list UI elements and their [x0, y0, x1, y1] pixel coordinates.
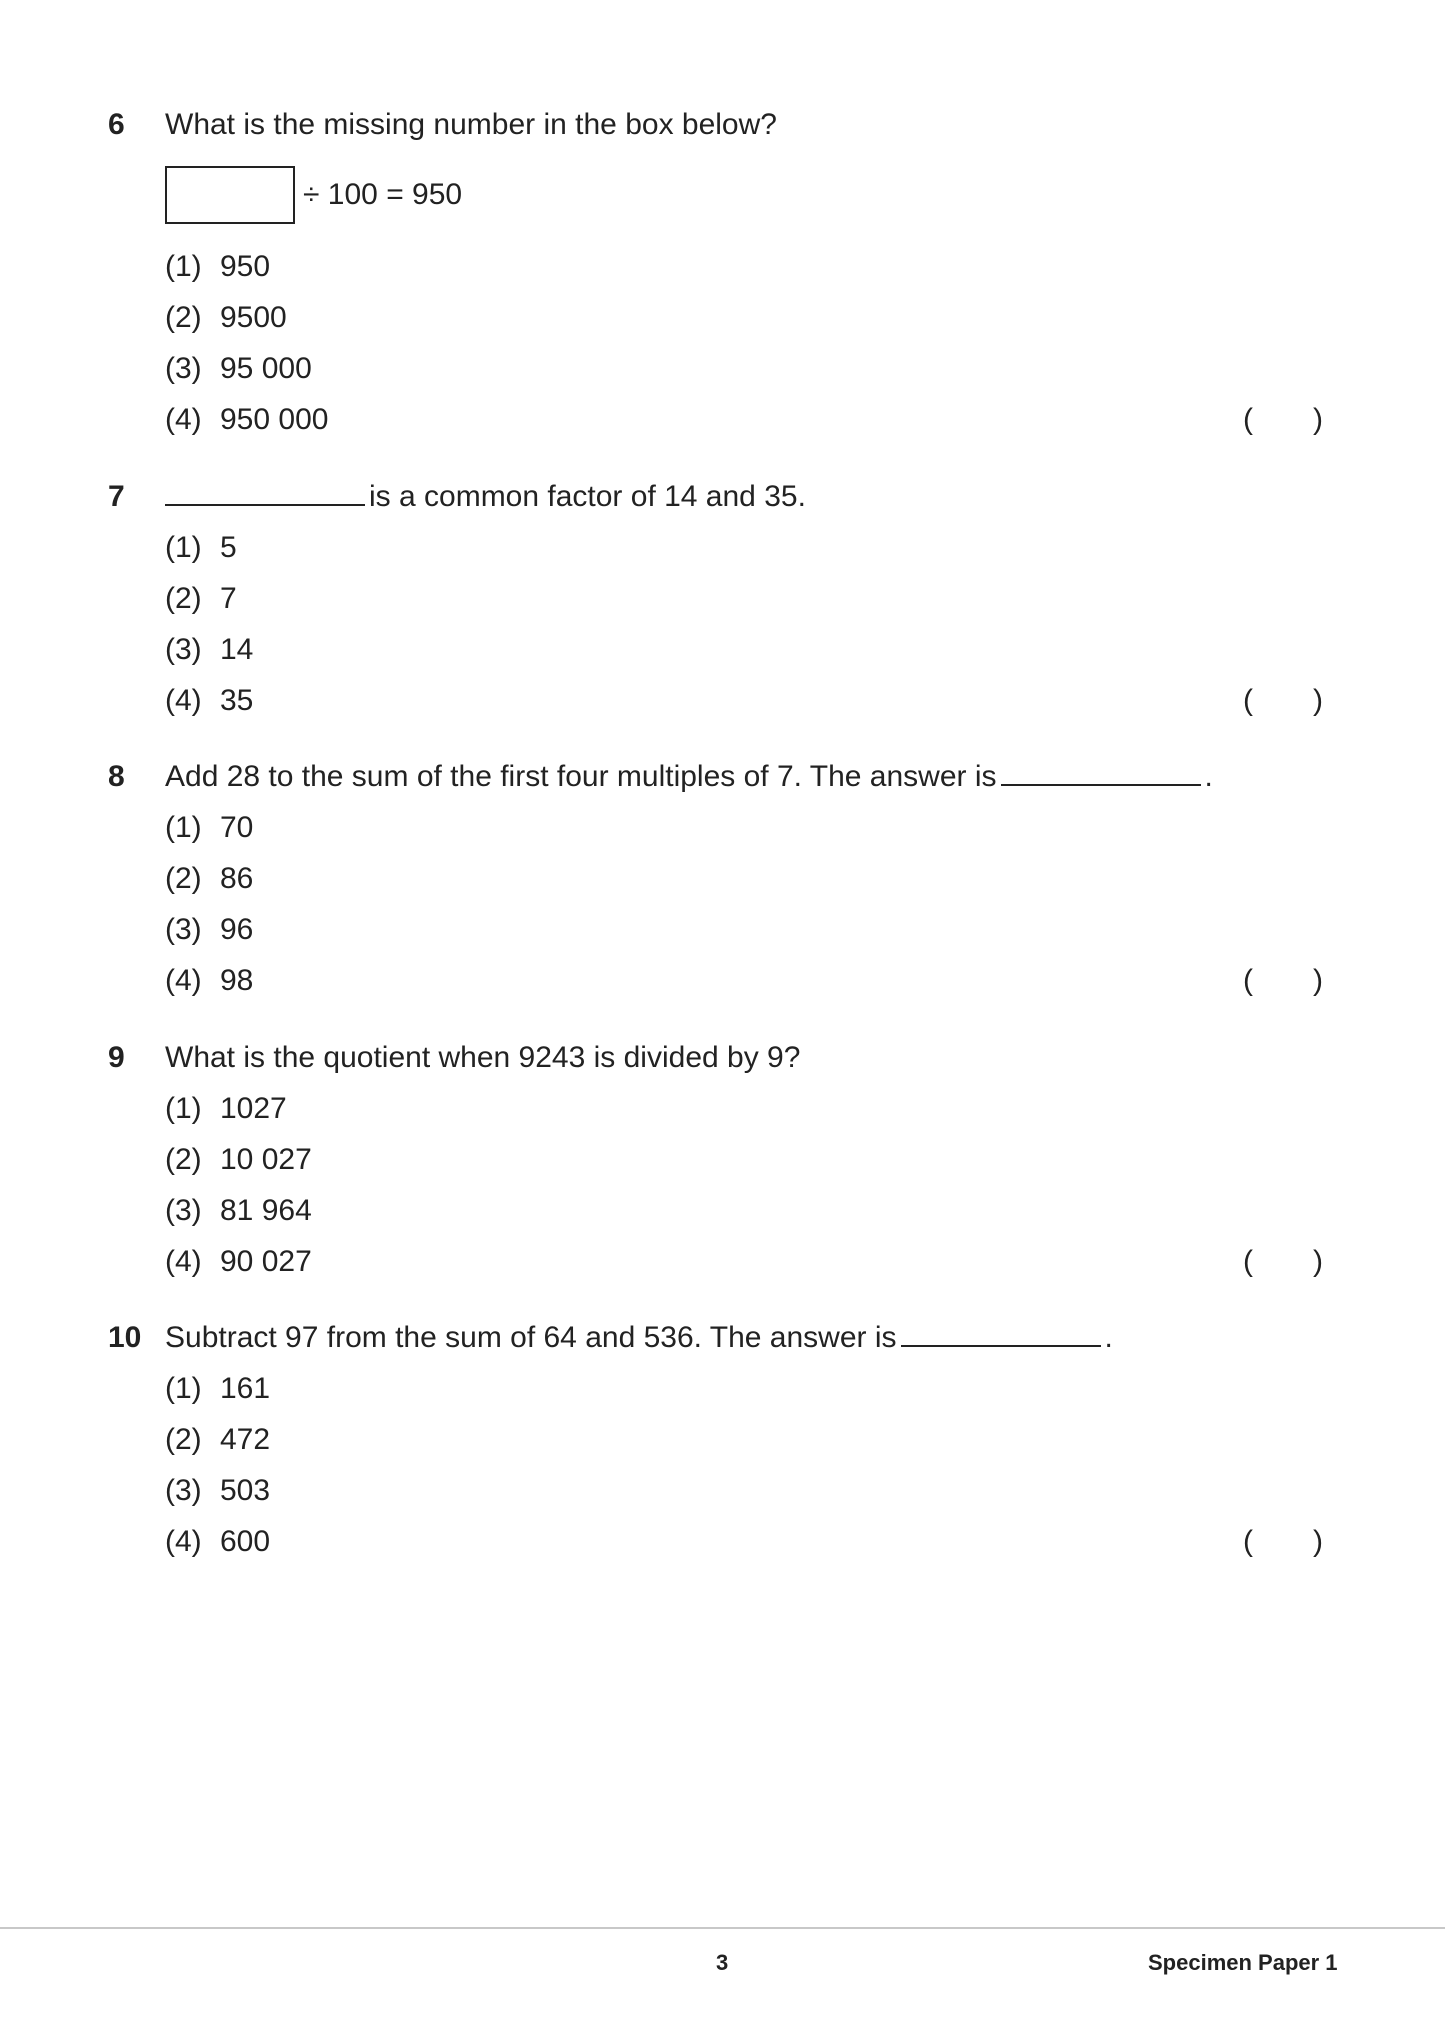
- page-number: 3: [716, 1950, 729, 1975]
- options: [165, 522, 253, 726]
- footer-divider: [0, 1927, 1445, 1929]
- bracket-open: (: [1243, 403, 1253, 436]
- option-label: (4): [165, 964, 202, 997]
- answer-bracket[interactable]: [1243, 675, 1323, 726]
- option-2[interactable]: [165, 853, 253, 904]
- option-4[interactable]: [165, 1236, 312, 1287]
- option-value: 98: [220, 964, 254, 997]
- option-3[interactable]: [165, 1185, 312, 1236]
- equation: [165, 166, 462, 223]
- question-text: is a common factor of 14 and 35.: [369, 480, 806, 513]
- option-1[interactable]: [165, 802, 253, 853]
- option-label: (2): [165, 862, 202, 895]
- answer-blank[interactable]: [1001, 754, 1201, 786]
- option-label: (3): [165, 633, 202, 666]
- option-value: 95 000: [220, 352, 312, 385]
- bracket-close: ): [1313, 964, 1323, 997]
- option-label: (3): [165, 352, 202, 385]
- bracket-close: ): [1313, 1525, 1323, 1558]
- option-value: 950: [220, 250, 271, 283]
- option-label: (1): [165, 1372, 202, 1405]
- options: [165, 241, 328, 445]
- option-1[interactable]: [165, 1363, 270, 1414]
- option-2[interactable]: [165, 1134, 312, 1185]
- question-text-row: [165, 1313, 1113, 1363]
- option-value: 96: [220, 913, 254, 946]
- option-value: 503: [220, 1474, 271, 1507]
- options: [165, 1083, 312, 1287]
- bracket-open: (: [1243, 1525, 1253, 1558]
- question-text: What is the missing number in the box below?: [165, 108, 777, 141]
- option-4[interactable]: [165, 955, 253, 1006]
- option-value: 7: [220, 582, 237, 615]
- option-value: 35: [220, 684, 254, 717]
- option-1[interactable]: [165, 241, 328, 292]
- option-label: (4): [165, 1245, 202, 1278]
- option-value: 600: [220, 1525, 271, 1558]
- option-value: 81 964: [220, 1194, 312, 1227]
- bracket-open: (: [1243, 1245, 1253, 1278]
- answer-bracket[interactable]: [1243, 1236, 1323, 1287]
- bracket-close: ): [1313, 403, 1323, 436]
- option-3[interactable]: [165, 624, 253, 675]
- bracket-open: (: [1243, 684, 1253, 717]
- question-number: 9: [108, 1041, 125, 1074]
- option-label: (1): [165, 250, 202, 283]
- option-4[interactable]: [165, 1516, 270, 1567]
- options: [165, 1363, 270, 1567]
- answer-box[interactable]: [165, 166, 295, 224]
- bracket-close: ): [1313, 1245, 1323, 1278]
- option-label: (4): [165, 403, 202, 436]
- question-number: 8: [108, 760, 125, 793]
- answer-blank[interactable]: [901, 1315, 1101, 1347]
- option-value: 10 027: [220, 1143, 312, 1176]
- option-value: 5: [220, 531, 237, 564]
- answer-bracket[interactable]: [1243, 394, 1323, 445]
- option-value: 86: [220, 862, 254, 895]
- question-number: 7: [108, 480, 125, 513]
- option-value: 14: [220, 633, 254, 666]
- option-label: (1): [165, 531, 202, 564]
- option-label: (1): [165, 1092, 202, 1125]
- option-label: (2): [165, 301, 202, 334]
- bracket-open: (: [1243, 964, 1253, 997]
- question-text-row: [165, 752, 1213, 802]
- option-label: (3): [165, 913, 202, 946]
- option-label: (2): [165, 1423, 202, 1456]
- option-value: 161: [220, 1372, 271, 1405]
- option-2[interactable]: [165, 292, 328, 343]
- bracket-close: ): [1313, 684, 1323, 717]
- option-2[interactable]: [165, 1414, 270, 1465]
- question-end: .: [1104, 1321, 1113, 1354]
- option-label: (1): [165, 811, 202, 844]
- question-text: Add 28 to the sum of the first four multiples of 7. The answer is: [165, 760, 997, 793]
- answer-bracket[interactable]: [1243, 1516, 1323, 1567]
- option-value: 1027: [220, 1092, 287, 1125]
- option-label: (2): [165, 582, 202, 615]
- paper-title: Specimen Paper 1: [1148, 1950, 1338, 1975]
- option-value: 472: [220, 1423, 271, 1456]
- answer-blank[interactable]: [165, 474, 365, 506]
- option-2[interactable]: [165, 573, 253, 624]
- options: [165, 802, 253, 1006]
- question-text-row: [165, 472, 806, 522]
- option-label: (4): [165, 684, 202, 717]
- question-text: Subtract 97 from the sum of 64 and 536. The answer is: [165, 1321, 897, 1354]
- option-label: (3): [165, 1474, 202, 1507]
- question-number: 6: [108, 108, 125, 141]
- equation-text: ÷ 100 = 950: [303, 177, 463, 211]
- option-label: (4): [165, 1525, 202, 1558]
- option-1[interactable]: [165, 1083, 312, 1134]
- question-text: What is the quotient when 9243 is divided by 9?: [165, 1041, 801, 1074]
- option-label: (3): [165, 1194, 202, 1227]
- option-value: 950 000: [220, 403, 329, 436]
- option-4[interactable]: [165, 675, 253, 726]
- option-3[interactable]: [165, 904, 253, 955]
- option-1[interactable]: [165, 522, 253, 573]
- option-value: 90 027: [220, 1245, 312, 1278]
- option-value: 70: [220, 811, 254, 844]
- answer-bracket[interactable]: [1243, 955, 1323, 1006]
- option-value: 9500: [220, 301, 287, 334]
- question-number: 10: [108, 1321, 142, 1354]
- option-3[interactable]: [165, 343, 328, 394]
- question-end: .: [1204, 760, 1213, 793]
- option-4[interactable]: [165, 394, 328, 445]
- option-label: (2): [165, 1143, 202, 1176]
- option-3[interactable]: [165, 1465, 270, 1516]
